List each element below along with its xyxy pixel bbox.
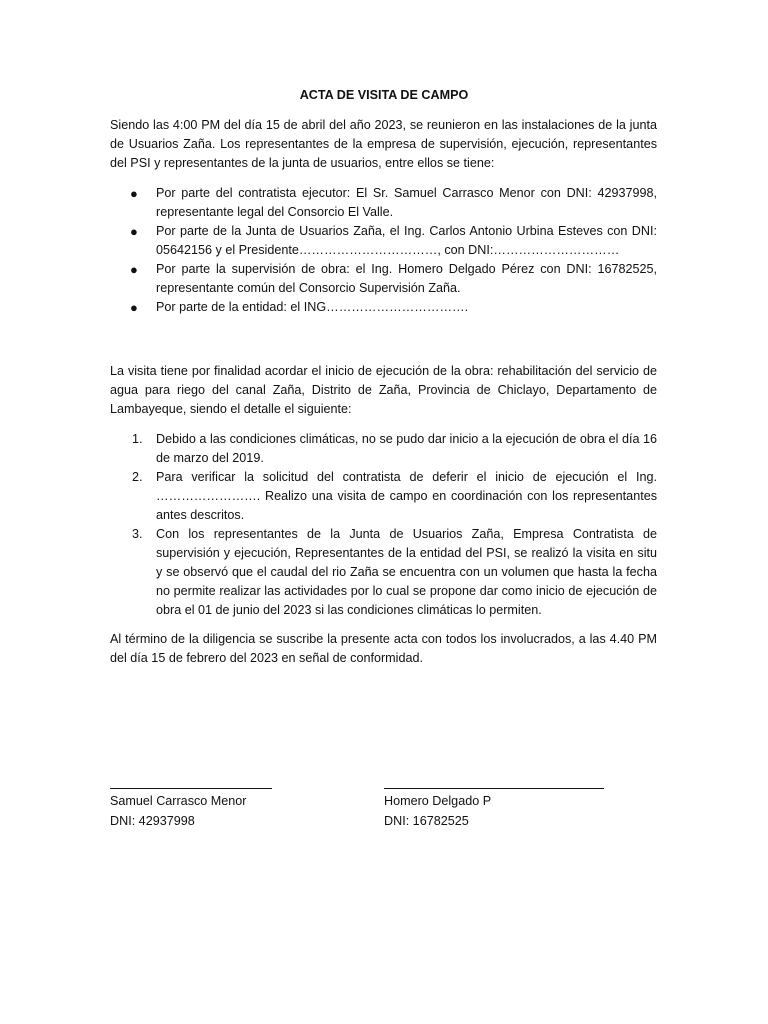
signature-block-1 (110, 778, 272, 831)
bullet-icon: ● (130, 300, 138, 315)
signatory-dni: DNI: 42937998 (110, 814, 195, 828)
bullet-icon: ● (130, 262, 138, 277)
details-list (110, 430, 657, 620)
signatory-dni: DNI: 16782525 (384, 814, 469, 828)
closing-paragraph: Al término de la diligencia se suscribe la presente acta con todos los involucrados, a las 4.40 PM del día 15 de febrero del 2023 en señal de conformidad. (110, 632, 657, 665)
signatory-name: Samuel Carrasco Menor (110, 794, 247, 808)
signature-line (384, 778, 604, 789)
signature-block-2 (384, 778, 604, 831)
list-item: ● Por parte la supervisión de obra: el Ing. Homero Delgado Pérez con DNI: 16782525, representante común del Consorcio Supervisión Zaña. (130, 262, 657, 295)
signature-line (110, 778, 272, 789)
list-item: ● Por parte del contratista ejecutor: El Sr. Samuel Carrasco Menor con DNI: 42937998, representante legal del Consorcio El Valle. (130, 186, 657, 219)
bullet-icon: ● (130, 224, 138, 239)
document-title: ACTA DE VISITA DE CAMPO (299, 88, 469, 102)
bullet-icon: ● (130, 186, 138, 201)
list-item: ● Por parte de la entidad: el ING……………………………. (130, 300, 469, 315)
list-item: 1. Debido a las condiciones climáticas, no se pudo dar inicio a la ejecución de obra el día 16 de marzo del 2019. (132, 432, 657, 465)
list-item: 3. Con los representantes de la Junta de Usuarios Zaña, Empresa Contratista de supervisión y ejecución, Representantes de la entidad del PSI, se realizó la visita en situ y se observó que el caudal del rio Zaña se encuentra con un volumen que hasta la fecha no permite realizar las actividades por lo cual se propone dar como inicio de ejecución de obra el 01 de junio del 2023 si las condiciones climáticas lo permiten. (132, 527, 657, 617)
intro-paragraph: Siendo las 4:00 PM del día 15 de abril del año 2023, se reunieron en las instalaciones de la junta de Usuarios Zaña. Los representantes de la empresa de supervisión, ejecución, representantes del PSI y representantes de la junta de usuarios, entre ellos se tiene: (110, 118, 657, 170)
attendees-list (110, 184, 657, 317)
signatory-name: Homero Delgado P (384, 794, 492, 808)
list-item: ● Por parte de la Junta de Usuarios Zaña, el Ing. Carlos Antonio Urbina Esteves con DNI: 05642156 y el Presidente……………………………, con DNI:………………………… (130, 224, 657, 257)
list-item: 2. Para verificar la solicitud del contratista de deferir el inicio de ejecución el Ing. ……………………. Realizo una visita de campo en coordinación con los representantes antes descritos. (132, 470, 657, 522)
purpose-paragraph: La visita tiene por finalidad acordar el inicio de ejecución de la obra: rehabilitación del servicio de agua para riego del canal Zaña, Distrito de Zaña, Provincia de Chiclayo, Departamento de Lambayeque, siendo el detalle el siguiente: (110, 364, 657, 416)
